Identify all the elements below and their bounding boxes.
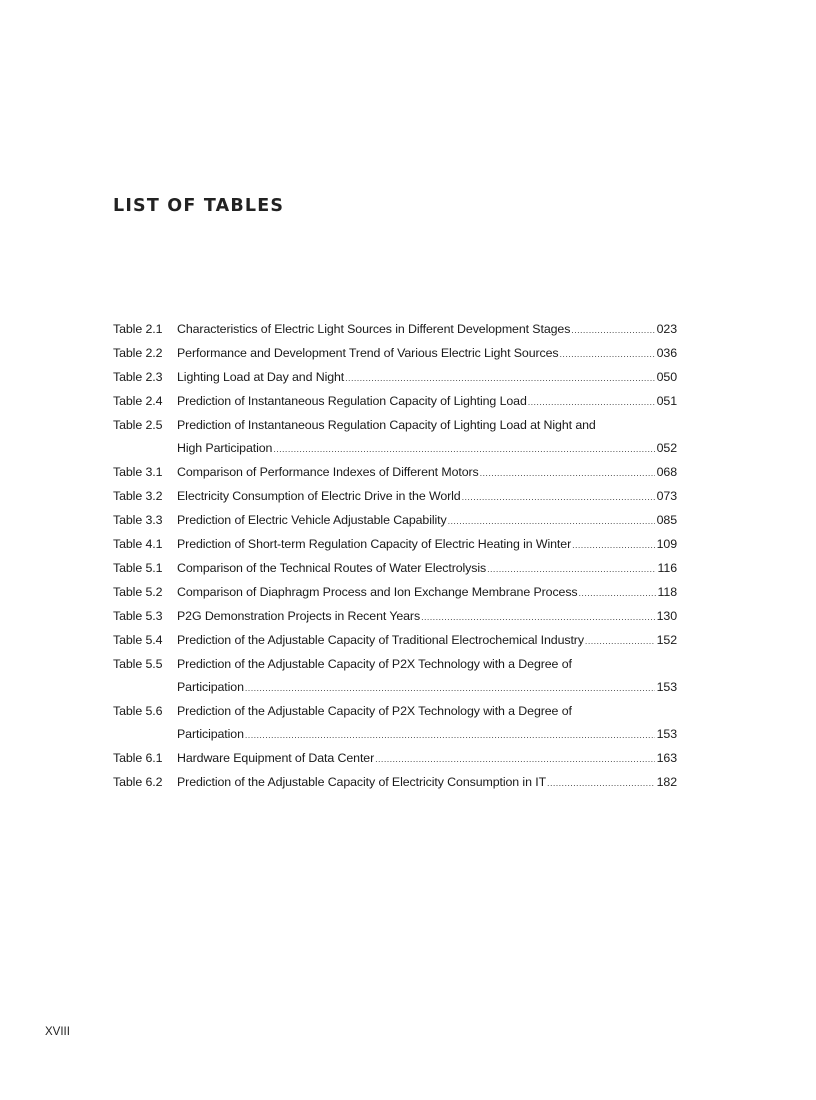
page-folio: XVIII — [45, 1026, 70, 1038]
table-number: Table 2.2 — [113, 346, 163, 360]
toc-entry-table-5-1[interactable] — [113, 557, 677, 581]
table-title: Prediction of Instantaneous Regulation Capacity of Lighting Load — [177, 394, 527, 408]
toc-entry-table-3-1[interactable] — [113, 461, 677, 485]
dot-leader — [462, 486, 655, 509]
dot-leader — [579, 582, 656, 605]
table-number: Table 5.2 — [113, 585, 163, 599]
page-number: 051 — [656, 394, 677, 408]
dot-leader — [547, 772, 655, 795]
dot-leader — [571, 319, 654, 342]
table-number: Table 2.1 — [113, 322, 163, 336]
page-number: 118 — [657, 585, 677, 599]
table-title-continued: Participation — [177, 727, 244, 741]
toc-entry-table-3-2[interactable] — [113, 485, 677, 509]
toc-entry-table-6-1[interactable] — [113, 747, 677, 771]
page-number: 036 — [656, 346, 677, 360]
page-number: 153 — [656, 727, 677, 741]
dot-leader — [448, 510, 655, 533]
dot-leader — [345, 367, 654, 390]
dot-leader — [560, 343, 655, 366]
table-number: Table 5.5 — [113, 657, 163, 671]
table-number: Table 2.5 — [113, 418, 163, 432]
toc-entry-table-5-3[interactable] — [113, 605, 677, 629]
table-number: Table 6.2 — [113, 775, 163, 789]
toc-entry-table-2-3[interactable] — [113, 366, 677, 390]
table-title: Prediction of Instantaneous Regulation Capacity of Lighting Load at Night and — [177, 418, 596, 432]
toc-entry-table-5-2[interactable] — [113, 581, 677, 605]
list-of-tables — [113, 318, 677, 795]
table-number: Table 2.4 — [113, 394, 163, 408]
dot-leader — [273, 438, 654, 461]
dot-leader — [480, 462, 655, 485]
table-title: Hardware Equipment of Data Center — [177, 751, 375, 765]
page-number: 163 — [656, 751, 677, 765]
table-number: Table 2.3 — [113, 370, 163, 384]
table-title-continued: High Participation — [177, 441, 273, 455]
table-number: Table 5.1 — [113, 561, 163, 575]
dot-leader — [245, 724, 655, 747]
toc-entry-table-2-4[interactable] — [113, 390, 677, 414]
page-number: 068 — [656, 465, 677, 479]
table-title: Prediction of Short-term Regulation Capacity of Electric Heating in Winter — [177, 537, 572, 551]
page-number: 152 — [656, 633, 677, 647]
page-number: 130 — [656, 609, 677, 623]
table-title: Comparison of the Technical Routes of Water Electrolysis — [177, 561, 487, 575]
table-number: Table 3.3 — [113, 513, 163, 527]
page-number: 085 — [656, 513, 677, 527]
page-number: 050 — [656, 370, 677, 384]
table-title: Characteristics of Electric Light Sources in Different Development Stages — [177, 322, 571, 336]
table-title: Comparison of Diaphragm Process and Ion Exchange Membrane Process — [177, 585, 578, 599]
toc-entry-table-5-4[interactable] — [113, 629, 677, 653]
table-title: Performance and Development Trend of Various Electric Light Sources — [177, 346, 559, 360]
toc-entry-table-5-5[interactable] — [113, 653, 677, 700]
page-number: 073 — [656, 489, 677, 503]
table-title: Comparison of Performance Indexes of Different Motors — [177, 465, 479, 479]
dot-leader — [585, 630, 655, 653]
table-title: Prediction of the Adjustable Capacity of P2X Technology with a Degree of — [177, 657, 572, 671]
page-number: 153 — [656, 680, 677, 694]
table-title: Lighting Load at Day and Night — [177, 370, 345, 384]
toc-entry-table-3-3[interactable] — [113, 509, 677, 533]
page-number: 182 — [656, 775, 677, 789]
table-number: Table 4.1 — [113, 537, 163, 551]
table-title: Prediction of the Adjustable Capacity of P2X Technology with a Degree of — [177, 704, 572, 718]
page-number: 109 — [656, 537, 677, 551]
dot-leader — [528, 391, 655, 414]
table-title-continued: Participation — [177, 680, 244, 694]
table-number: Table 3.2 — [113, 489, 163, 503]
toc-entry-table-2-1[interactable] — [113, 318, 677, 342]
table-title: Prediction of Electric Vehicle Adjustable Capability — [177, 513, 447, 527]
toc-entry-table-2-2[interactable] — [113, 342, 677, 366]
toc-entry-table-2-5[interactable] — [113, 414, 677, 461]
dot-leader — [487, 558, 655, 581]
table-title: Electricity Consumption of Electric Drive in the World — [177, 489, 461, 503]
dot-leader — [572, 534, 655, 557]
table-number: Table 5.3 — [113, 609, 163, 623]
table-title: P2G Demonstration Projects in Recent Years — [177, 609, 421, 623]
dot-leader — [245, 677, 655, 700]
table-number: Table 3.1 — [113, 465, 163, 479]
table-title: Prediction of the Adjustable Capacity of Traditional Electrochemical Industry — [177, 633, 584, 647]
table-number: Table 5.4 — [113, 633, 163, 647]
dot-leader — [375, 748, 655, 771]
toc-entry-table-5-6[interactable] — [113, 700, 677, 747]
dot-leader — [421, 606, 655, 629]
toc-entry-table-6-2[interactable] — [113, 771, 677, 795]
table-title: Prediction of the Adjustable Capacity of Electricity Consumption in IT — [177, 775, 547, 789]
page-number: 116 — [657, 561, 677, 575]
toc-entry-table-4-1[interactable] — [113, 533, 677, 557]
page-number: 023 — [656, 322, 677, 336]
table-number: Table 5.6 — [113, 704, 163, 718]
table-number: Table 6.1 — [113, 751, 163, 765]
page-title: LIST OF TABLES — [113, 196, 285, 216]
page-number: 052 — [656, 441, 677, 455]
